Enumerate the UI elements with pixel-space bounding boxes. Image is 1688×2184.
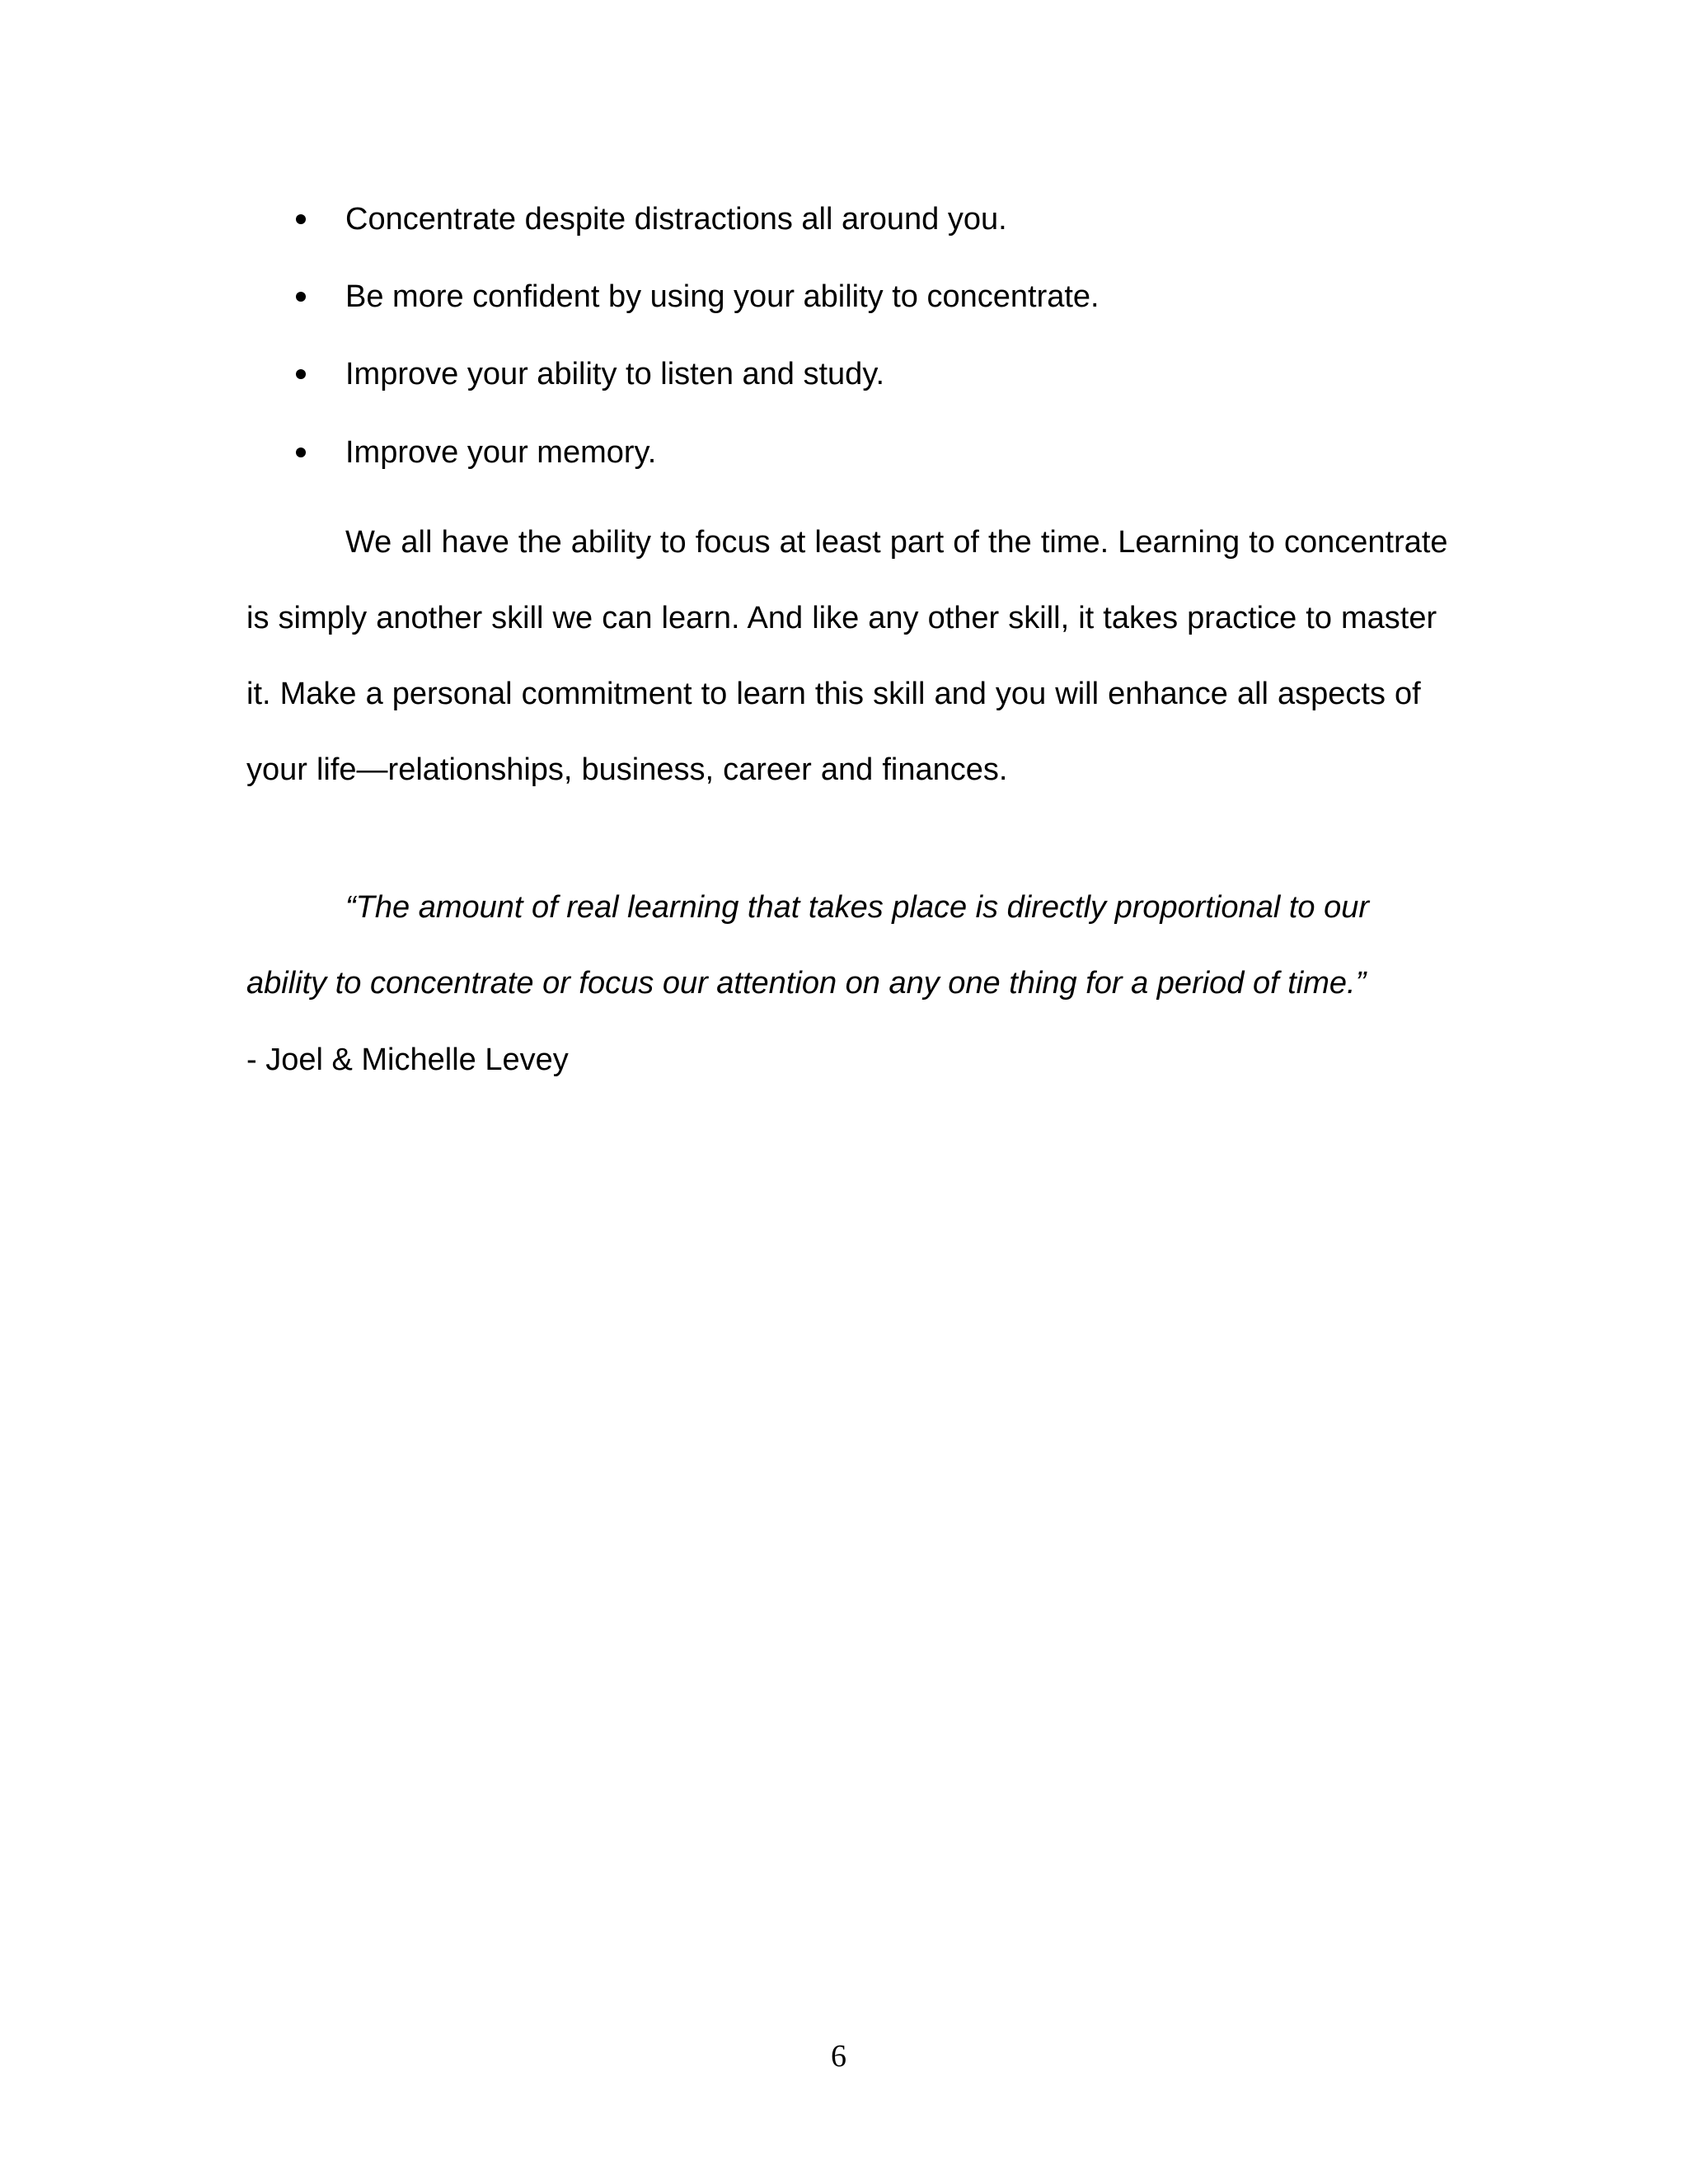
page-number: 6 — [831, 2039, 846, 2074]
bullet-text: Be more confident by using your ability to concentrate. — [345, 279, 1100, 314]
bullet-item — [0, 272, 1688, 321]
bullet-icon — [296, 292, 306, 302]
bullet-text: Concentrate despite distractions all around you. — [345, 202, 1007, 237]
quote-attribution: - Joel & Michelle Levey — [246, 1043, 569, 1077]
bullet-icon — [296, 448, 306, 457]
bullet-item — [0, 349, 1688, 399]
quote-text: “The amount of real learning that takes place is directly proportional to our ability to concentrate or focus our attention on any one thing for a period of time.” — [246, 890, 1369, 1001]
bullet-icon — [296, 214, 306, 224]
bullet-text: Improve your ability to listen and study. — [345, 357, 885, 391]
bullet-text: Improve your memory. — [345, 435, 657, 470]
bullet-item — [0, 194, 1688, 244]
bullet-icon — [296, 369, 306, 379]
bullet-item — [0, 428, 1688, 477]
body-paragraph: We all have the ability to focus at least part of the time. Learning to concentrate is simply another skill we can learn. And like any other skill, it takes practice to master it. Make a personal commitment to learn this skill and you will enhance all aspects of your life—relationships, business, career and finances. — [246, 525, 1448, 787]
